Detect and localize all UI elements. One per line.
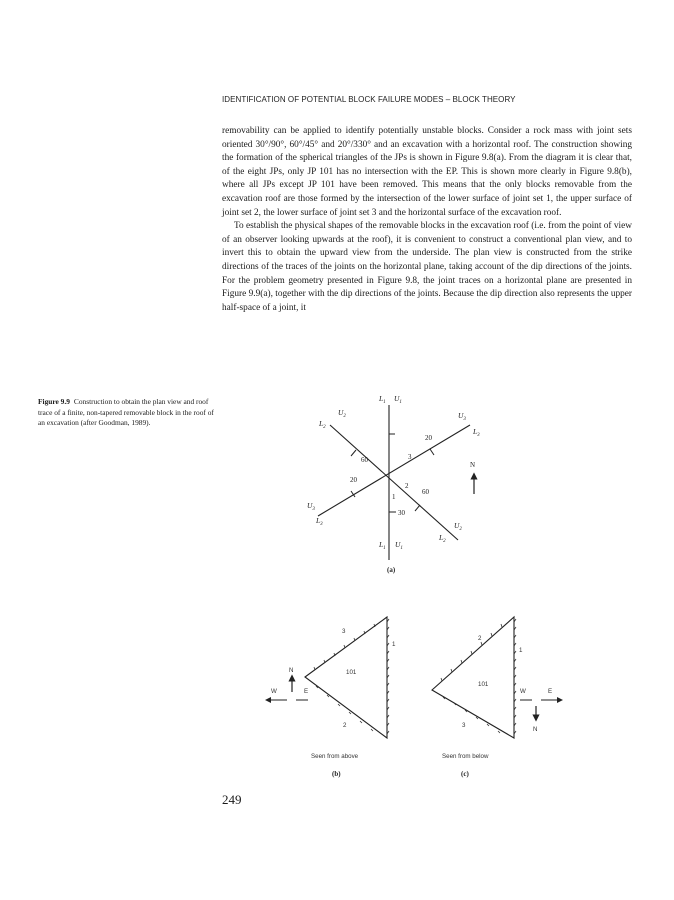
set-1-label: 1	[392, 493, 396, 501]
label-U3-top: $U_3$	[458, 411, 466, 422]
panel-b-label: (b)	[332, 770, 341, 778]
label-L1-top: $L_1$	[379, 394, 386, 405]
panel-b	[268, 617, 396, 778]
label-L1-bottom: $L_1$	[379, 540, 386, 551]
hatch-side-3-c	[443, 697, 500, 733]
label-U3-bottom: $U_3$	[307, 501, 315, 512]
side-1-c: 1	[519, 647, 523, 654]
label-L3-top: $L_3$	[473, 427, 480, 438]
side-1-b: 1	[392, 641, 396, 648]
label-U1-bottom: $U_1$	[395, 540, 403, 551]
west-label-c: W	[520, 688, 526, 695]
label-L2-bottom: $L_2$	[439, 533, 446, 544]
label-U2-bottom: $U_2$	[454, 521, 462, 532]
dip-60-lower: 60	[422, 488, 429, 496]
subtitle-b: Seen from above	[311, 753, 359, 760]
panel-a-label: (a)	[387, 566, 396, 574]
caption-label: Figure 9.9	[38, 397, 70, 406]
west-label-b: W	[271, 688, 277, 695]
dip-20-upper: 20	[425, 434, 432, 442]
side-2-c: 2	[478, 635, 482, 642]
block-outline-b	[305, 617, 387, 738]
label-U2-top: $U_2$	[338, 408, 346, 419]
east-label-c: E	[548, 688, 553, 695]
dip-60-upper: 60	[361, 456, 368, 464]
north-label-a: N	[470, 461, 476, 469]
north-label-c: N	[533, 726, 538, 733]
panel-c	[432, 617, 560, 778]
dip-20-lower: 20	[350, 476, 357, 484]
set-2-label: 2	[405, 482, 409, 490]
paragraph-1: removability can be applied to identify potentially unstable blocks. Consider a rock mass with joint sets oriented 30°/90°, 60°/45° and 20°/330° and an excavation with a horizontal roof. The construction showing the formation of the spherical triangles of the JPs is shown in Figure 9.8(a). From the diagram it is clear that, of the eight JPs, only JP 101 has no intersection with the EP. This is shown more clearly in Figure 9.8(b), where all JPs except JP 101 have been removed. This means that the only blocks removable from the excavation roof are those formed by the intersection of the lower surface of joint set 1, the upper surface of joint set 2, the lower surface of joint set 3 and the horizontal surface of the excavation roof.	[222, 126, 632, 218]
east-label-b: E	[304, 688, 309, 695]
side-2-b: 2	[343, 722, 347, 729]
hatch-side-2-c	[441, 624, 502, 681]
side-3-b: 3	[342, 628, 346, 635]
panel-a	[307, 394, 480, 574]
jp-label-b: 101	[346, 669, 357, 676]
running-header: IDENTIFICATION OF POTENTIAL BLOCK FAILURE MODES – BLOCK THEORY	[222, 95, 516, 104]
block-outline-c	[432, 617, 514, 738]
set-3-label: 3	[408, 453, 412, 461]
dip-30: 30	[398, 509, 405, 517]
dip-tick-3-upper	[430, 449, 434, 455]
subtitle-c: Seen from below	[442, 753, 489, 760]
panel-c-label: (c)	[461, 770, 469, 778]
page-number: 249	[222, 792, 242, 807]
label-L3-bottom: $L_3$	[316, 516, 323, 527]
label-U1-top: $U_1$	[394, 394, 402, 405]
paragraph-2: To establish the physical shapes of the removable blocks in the excavation roof (i.e. from the point of view of an observer looking upwards at the roof), it is convenient to construct a conventional plan view, and to invert this to obtain the upward view from the underside. The plan view is constructed from the strike directions of the traces of the joints on the horizontal plane, taking account of the dip directions of the joints. For the problem geometry presented in Figure 9.8, the joint traces on a horizontal plane are presented in Figure 9.9(a), together with the dip directions of the joints. Because the dip direction also represents the upper half-space of a joint, it	[222, 221, 632, 313]
label-L2-top: $L_2$	[319, 419, 326, 430]
caption-text: Construction to obtain the plan view and roof trace of a finite, non-tapered removable block in the roof of an excavation (after Goodman, 1989).	[38, 397, 214, 428]
north-label-b: N	[289, 667, 294, 674]
joint-3-trace	[318, 425, 470, 516]
side-3-c: 3	[462, 722, 466, 729]
dip-tick-2-upper	[351, 450, 356, 456]
dip-tick-2-lower	[415, 505, 420, 511]
jp-label-c: 101	[478, 681, 489, 688]
